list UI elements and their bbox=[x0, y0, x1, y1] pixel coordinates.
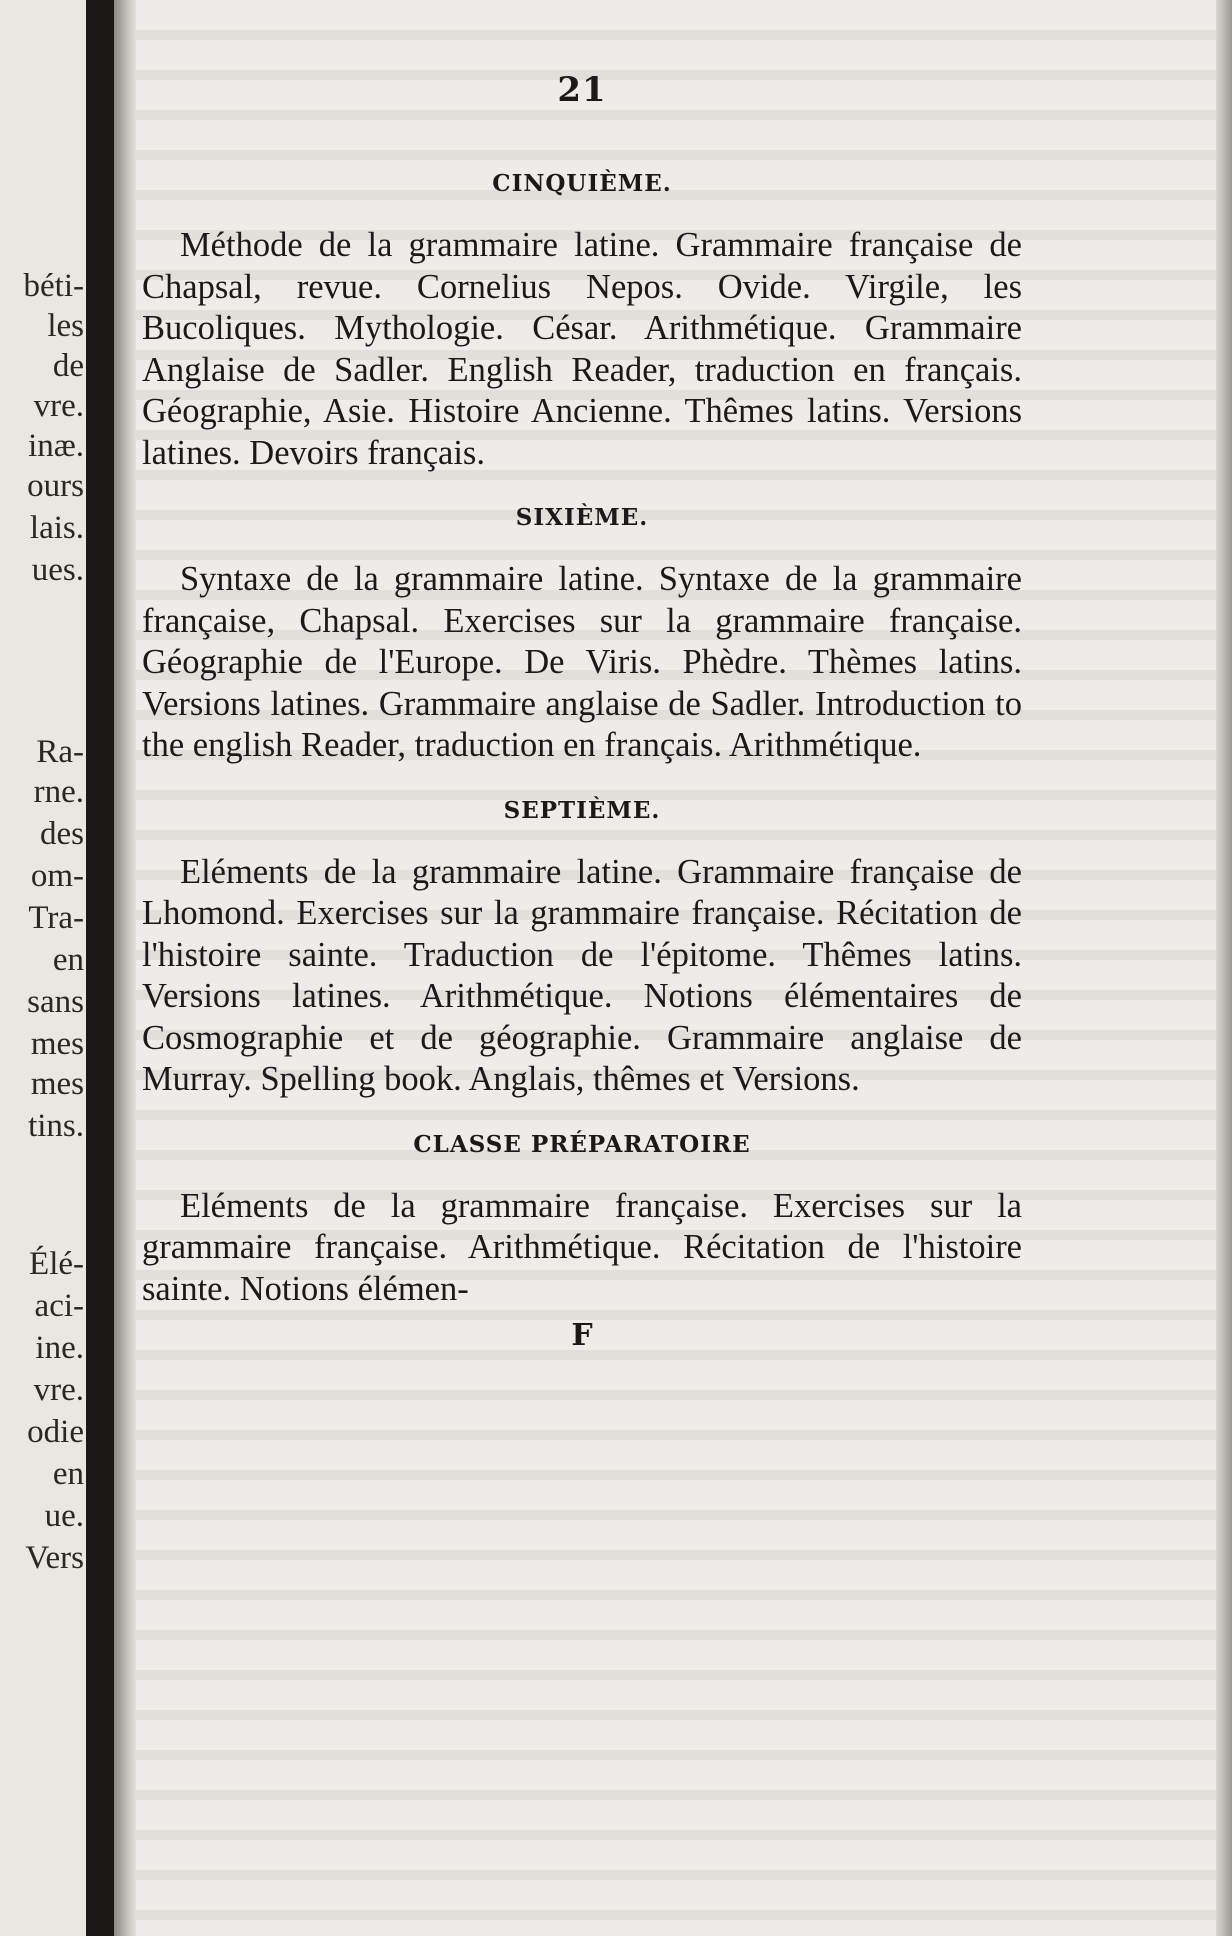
left-fragment: mes bbox=[30, 1026, 84, 1062]
left-fragment: Tra- bbox=[28, 900, 84, 936]
gutter-shadow bbox=[114, 0, 136, 1936]
left-fragment: rne. bbox=[33, 774, 84, 810]
page-content bbox=[142, 70, 1022, 1353]
signature-mark: F bbox=[571, 1318, 593, 1353]
left-fragment: ue. bbox=[44, 1498, 84, 1534]
left-fragment: de bbox=[52, 348, 84, 384]
page-number: 21 bbox=[557, 70, 607, 110]
left-fragment: om- bbox=[30, 858, 84, 894]
left-fragment: vre. bbox=[33, 1372, 84, 1408]
page-edge bbox=[1216, 0, 1232, 1936]
section-text-classe-preparatoire: Eléments de la grammaire française. Exercises sur la grammaire française. Arithmétique. Récitation de l'histoire sainte. Notions élémen- bbox=[142, 1186, 1022, 1308]
left-fragment: ues. bbox=[31, 552, 84, 588]
left-fragment: inæ. bbox=[28, 428, 84, 464]
book-gutter bbox=[86, 0, 114, 1936]
left-facing-page bbox=[0, 0, 86, 1936]
left-fragment: en bbox=[52, 942, 84, 978]
section-heading-classe-preparatoire: CLASSE PRÉPARATOIRE bbox=[413, 1130, 751, 1158]
left-fragment: ine. bbox=[35, 1330, 84, 1366]
left-fragment: lais. bbox=[29, 510, 84, 546]
left-fragment: en bbox=[52, 1456, 84, 1492]
section-text-sixieme: Syntaxe de la grammaire latine. Syntaxe de la grammaire française, Chapsal. Exercises sur la grammaire française. Géographie de l'Europe. De Viris. Phèdre. Thèmes latins. Versions latines. Grammaire anglaise de Sadler. Introduction to the english Reader, traduction en français. Arithmétique. bbox=[142, 560, 1022, 764]
left-fragment: odie bbox=[27, 1414, 84, 1450]
section-text-septieme: Eléments de la grammaire latine. Grammaire française de Lhomond. Exercises sur la grammaire française. Récitation de l'histoire sainte. Traduction de l'épitome. Thêmes latins. Versions latines. Arithmétique. Notions élémentaires de Cosmographie et de géographie. Grammaire anglaise de Murray. Spelling book. Anglais, thêmes et Versions. bbox=[142, 852, 1022, 1098]
right-page bbox=[136, 0, 1216, 1936]
left-fragment: vre. bbox=[33, 388, 84, 424]
left-fragment: aci- bbox=[34, 1288, 84, 1324]
left-fragment: les bbox=[47, 308, 84, 344]
section-heading-sixieme: SIXIÈME. bbox=[515, 504, 649, 531]
left-fragment: sans bbox=[27, 984, 84, 1020]
left-fragment: tins. bbox=[28, 1108, 84, 1144]
section-text-cinquieme: Méthode de la grammaire latine. Grammaire française de Chapsal, revue. Cornelius Nepos. Ovide. Virgile, les Bucoliques. Mythologie. César. Arithmétique. Grammaire Anglaise de Sadler. English Reader, traduction en français. Géographie, Asie. Histoire Ancienne. Thêmes latins. Versions latines. Devoirs français. bbox=[142, 226, 1022, 472]
section-heading-cinquieme: CINQUIÈME. bbox=[492, 170, 672, 197]
left-fragment: mes bbox=[30, 1066, 84, 1102]
left-fragment: ours bbox=[27, 468, 84, 504]
left-fragment: Ra- bbox=[36, 734, 84, 770]
left-fragment: béti- bbox=[23, 268, 84, 304]
left-fragment: Élé- bbox=[29, 1246, 84, 1282]
section-heading-septieme: SEPTIÈME. bbox=[503, 796, 661, 824]
left-fragment: Vers bbox=[25, 1540, 84, 1576]
left-fragment: des bbox=[40, 816, 84, 852]
